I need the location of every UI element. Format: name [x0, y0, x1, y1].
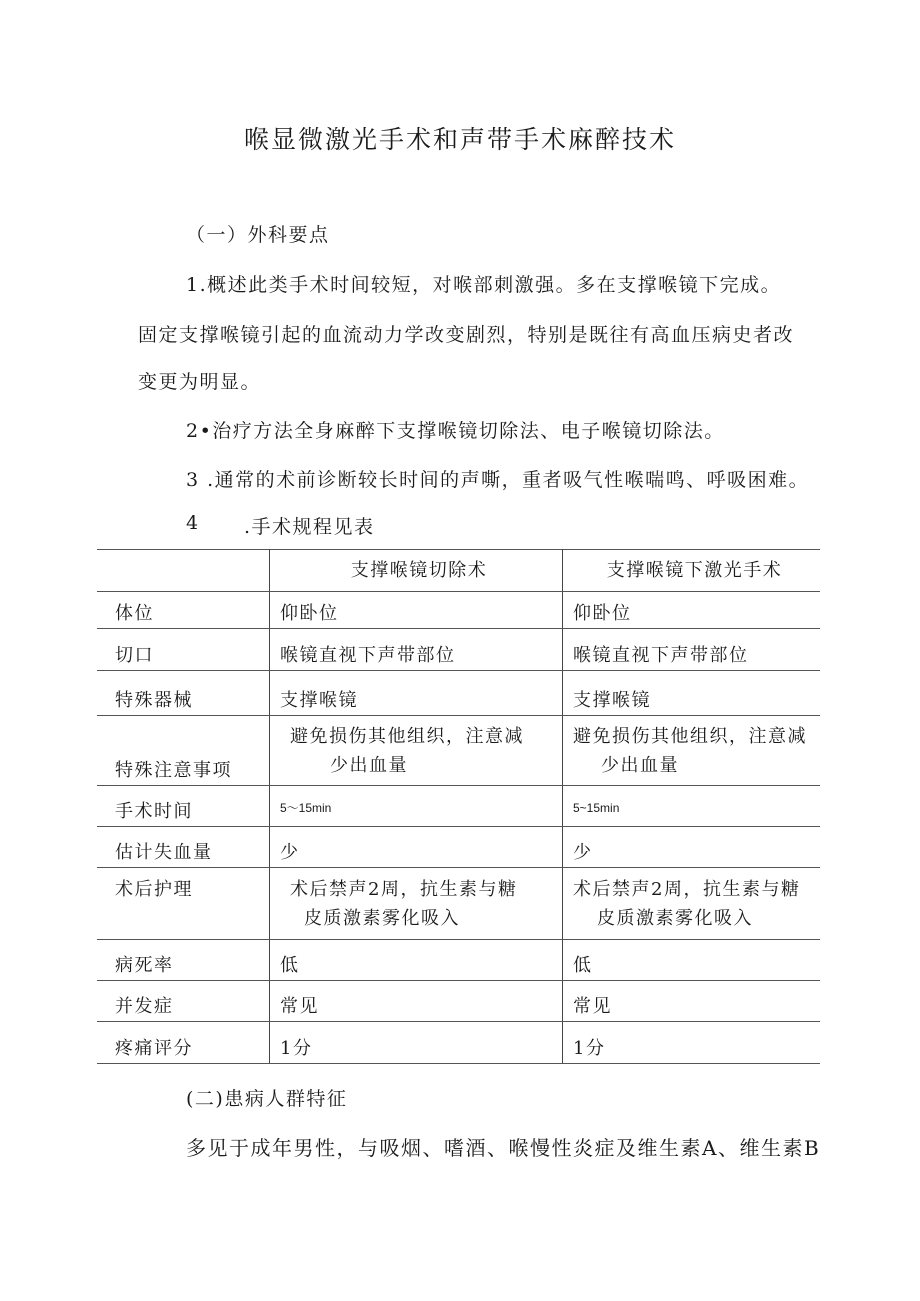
section-heading-surgical-points: （一）外科要点: [186, 224, 330, 246]
table-row: [97, 827, 820, 868]
row-label: 估计失血量: [97, 827, 270, 868]
cell-a-line-2: 少出血量: [330, 754, 408, 776]
paragraph-2: 2•治疗方法全身麻醉下支撑喉镜切除法、电子喉镜切除法。: [186, 420, 725, 442]
table-row: [97, 868, 820, 940]
cell-b: 低: [563, 940, 821, 981]
row-label: 并发症: [97, 981, 270, 1022]
cell-b: 喉镜直视下声带部位: [563, 629, 821, 671]
cell-b-line-1: 避免损伤其他组织，注意减: [573, 725, 807, 747]
paragraph-5: 多见于成年男性，与吸烟、嗜酒、喉慢性炎症及维生素A、维生素B: [186, 1136, 821, 1160]
cell-a: 1分: [270, 1022, 563, 1064]
paragraph-4-text: .手术规程见表: [244, 516, 375, 538]
row-label: 体位: [97, 592, 270, 629]
table-row: [97, 629, 820, 671]
paragraph-4-number: 4: [186, 512, 200, 534]
row-label: 疼痛评分: [97, 1022, 270, 1064]
cell-a: 5～15min: [270, 786, 563, 827]
cell-b-line-2: 皮质激素雾化吸入: [597, 907, 753, 929]
table-header-row: [97, 550, 820, 592]
table-row: [97, 1022, 820, 1064]
paragraph-1-line-1: 1.概述此类手术时间较短，对喉部刺激强。多在支撑喉镜下完成。: [186, 274, 782, 296]
row-label: 术后护理: [97, 868, 270, 940]
cell-b: 仰卧位: [563, 592, 821, 629]
cell-a: 仰卧位: [270, 592, 563, 629]
cell-b: 少: [563, 827, 821, 868]
paragraph-3: 3 .通常的术前诊断较长时间的声嘶，重者吸气性喉喘鸣、呼吸困难。: [186, 469, 810, 491]
row-label: 切口: [97, 629, 270, 671]
cell-a-line-2: 皮质激素雾化吸入: [304, 907, 460, 929]
row-label: 病死率: [97, 940, 270, 981]
cell-a: [270, 716, 563, 786]
paragraph-1-line-3: 变更为明显。: [138, 371, 262, 393]
procedure-table: [97, 549, 820, 1064]
section-heading-patient-population: (二)患病人群特征: [186, 1088, 348, 1110]
table-row: [97, 786, 820, 827]
cell-b: [563, 716, 821, 786]
cell-b: [563, 868, 821, 940]
cell-a: [270, 868, 563, 940]
document-title: 喉显微激光手术和声带手术麻醉技术: [243, 125, 676, 154]
header-cell-empty: [97, 550, 270, 592]
cell-b: 5~15min: [563, 786, 821, 827]
cell-b: 1分: [563, 1022, 821, 1064]
cell-a: 喉镜直视下声带部位: [270, 629, 563, 671]
cell-b: 常见: [563, 981, 821, 1022]
paragraph-1-line-2: 固定支撑喉镜引起的血流动力学改变剧烈，特别是既往有高血压病史者改: [138, 324, 795, 346]
table-row: [97, 671, 820, 716]
cell-b: 支撑喉镜: [563, 671, 821, 716]
cell-a: 常见: [270, 981, 563, 1022]
row-label: 特殊器械: [97, 671, 270, 716]
header-cell-laser-surgery: 支撑喉镜下激光手术: [563, 550, 821, 592]
cell-b-line-1: 术后禁声2周，抗生素与糖: [573, 878, 801, 900]
header-cell-laryngoscope-resection: 支撑喉镜切除术: [270, 550, 563, 592]
cell-a-line-1: 避免损伤其他组织，注意减: [290, 725, 524, 747]
cell-b-line-2: 少出血量: [601, 754, 679, 776]
cell-a-line-1: 术后禁声2周，抗生素与糖: [290, 878, 518, 900]
cell-a: 支撑喉镜: [270, 671, 563, 716]
row-label: 手术时间: [97, 786, 270, 827]
table-row: [97, 592, 820, 629]
cell-a: 少: [270, 827, 563, 868]
cell-a: 低: [270, 940, 563, 981]
table-row: [97, 981, 820, 1022]
table-row: [97, 716, 820, 786]
table-row: [97, 940, 820, 981]
row-label: 特殊注意事项: [97, 716, 270, 786]
